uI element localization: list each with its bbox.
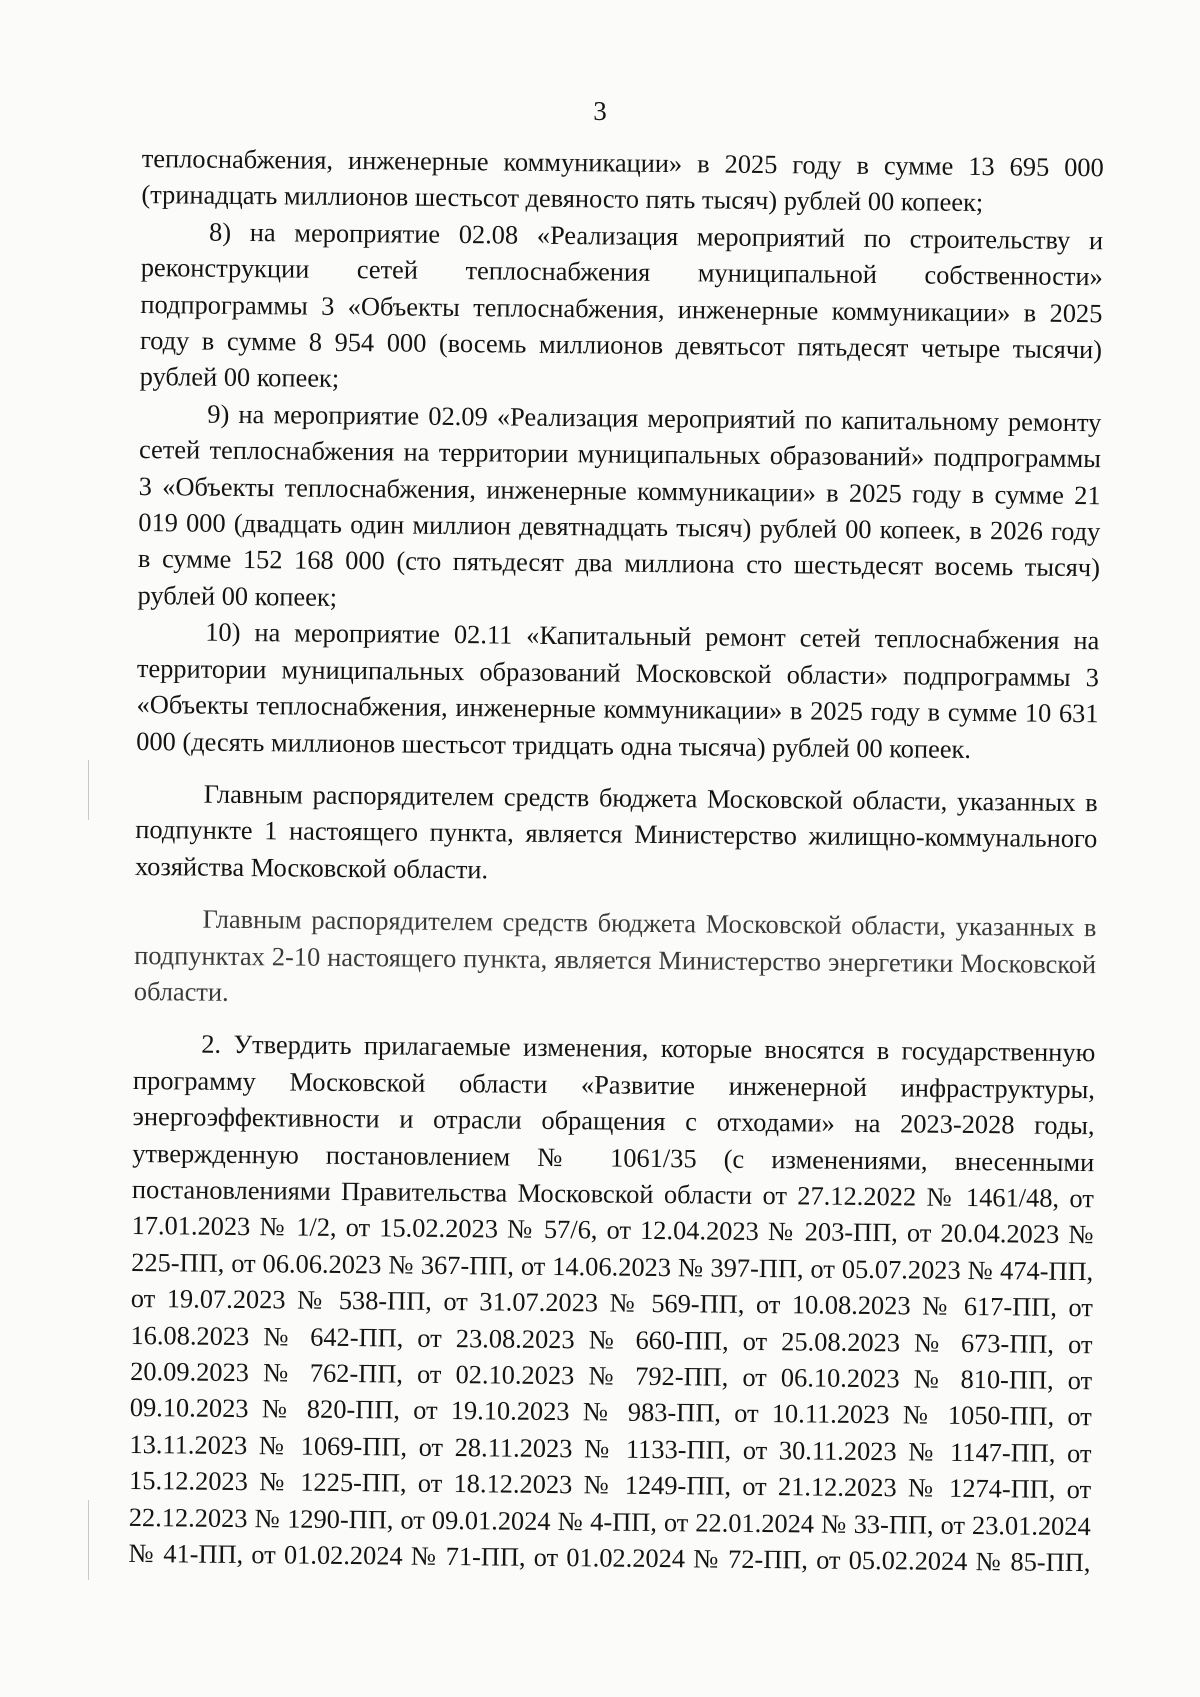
- paragraph-continuation: теплоснабжения, инженерные коммуникации» в 2025 году в сумме 13 695 000 (тринадцать миллионов шестьсот девяносто пять тысяч) рублей 00 копеек;: [141, 142, 1104, 218]
- paragraph-item-8: 8) на мероприятие 02.08 «Реализация мероприятий по строительству и реконструкции сетей теплоснабжения муниципальной собственности» подпрограммы 3 «Объекты теплоснабжения, инженерные коммуникации» в 2025 году в сумме 8 954 000 (восемь миллионов девятьсот пятьдесят четыре тысячи) рублей 00 копеек;: [139, 216, 1104, 394]
- paragraph-item-10: 10) на мероприятие 02.11 «Капитальный ремонт сетей теплоснабжения на территории муниципальных образований Московской области» подпрограммы 3 «Объекты теплоснабжения, инженерные коммуникации» в 2025 году в сумме 10 631 000 (десять миллионов шестьсот тридцать одна тысяча) рублей 00 копеек.: [136, 616, 1100, 764]
- document-body: [128, 140, 1104, 1581]
- scan-margin-line: [88, 760, 89, 820]
- paragraph-main-administrator-energy: Главным распорядителем средств бюджета Московской области, указанных в подпунктах 2-10 настоящего пункта, является Министерство энергетики Московской области.: [133, 903, 1097, 1007]
- paragraph-main-administrator-housing: Главным распорядителем средств бюджета Московской области, указанных в подпункте 1 настоящего пункта, является Министерство жилищно-коммунального хозяйства Московской области.: [134, 778, 1098, 885]
- paragraph-point-2: 2. Утвердить прилагаемые изменения, которые вносятся в государственную программу Московской области «Развитие инженерной инфраструктуры, энергоэффективности и отрасли обращения с отходами» на 2023-2028 годы, утвержденную постановлением № 1061/35 (с изменениями, внесенными постановлениями Правительства Московской области от 27.12.2022 № 1461/48, от 17.01.2023 № 1/2, от 15.02.2023 № 57/6, от 12.04.2023 № 203-ПП, от 20.04.2023 № 225-ПП, от 06.06.2023 № 367-ПП, от 14.06.2023 № 397-ПП, от 05.07.2023 № 474-ПП, от 19.07.2023 № 538-ПП, от 31.07.2023 № 569-ПП, от 10.08.2023 № 617-ПП, от 16.08.2023 № 642-ПП, от 23.08.2023 № 660-ПП, от 25.08.2023 № 673-ПП, от 20.09.2023 № 762-ПП, от 02.10.2023 № 792-ПП, от 06.10.2023 № 810-ПП, от 09.10.2023 № 820-ПП, от 19.10.2023 № 983-ПП, от 10.11.2023 № 1050-ПП, от 13.11.2023 № 1069-ПП, от 28.11.2023 № 1133-ПП, от 30.11.2023 № 1147-ПП, от 15.12.2023 № 1225-ПП, от 18.12.2023 № 1249-ПП, от 21.12.2023 № 1274-ПП, от 22.12.2023 № 1290-ПП, от 09.01.2024 № 4-ПП, от 22.01.2024 № 33-ПП, от 23.01.2024 № 41-ПП, от 01.02.2024 № 71-ПП, от 01.02.2024 № 72-ПП, от 05.02.2024 № 85-ПП,: [128, 1028, 1096, 1578]
- paragraph-item-9: 9) на мероприятие 02.09 «Реализация мероприятий по капитальному ремонту сетей теплоснабжения на территории муниципальных образований» подпрограммы 3 «Объекты теплоснабжения, инженерные коммуникации» в 2025 году в сумме 21 019 000 (двадцать один миллион девятнадцать тысяч) рублей 00 копеек, в 2026 году в сумме 152 168 000 (сто пятьдесят два миллиона сто шестьдесят восемь тысяч) рублей 00 копеек;: [137, 398, 1102, 612]
- page-number: 3: [593, 96, 607, 126]
- scan-margin-line: [88, 1500, 89, 1580]
